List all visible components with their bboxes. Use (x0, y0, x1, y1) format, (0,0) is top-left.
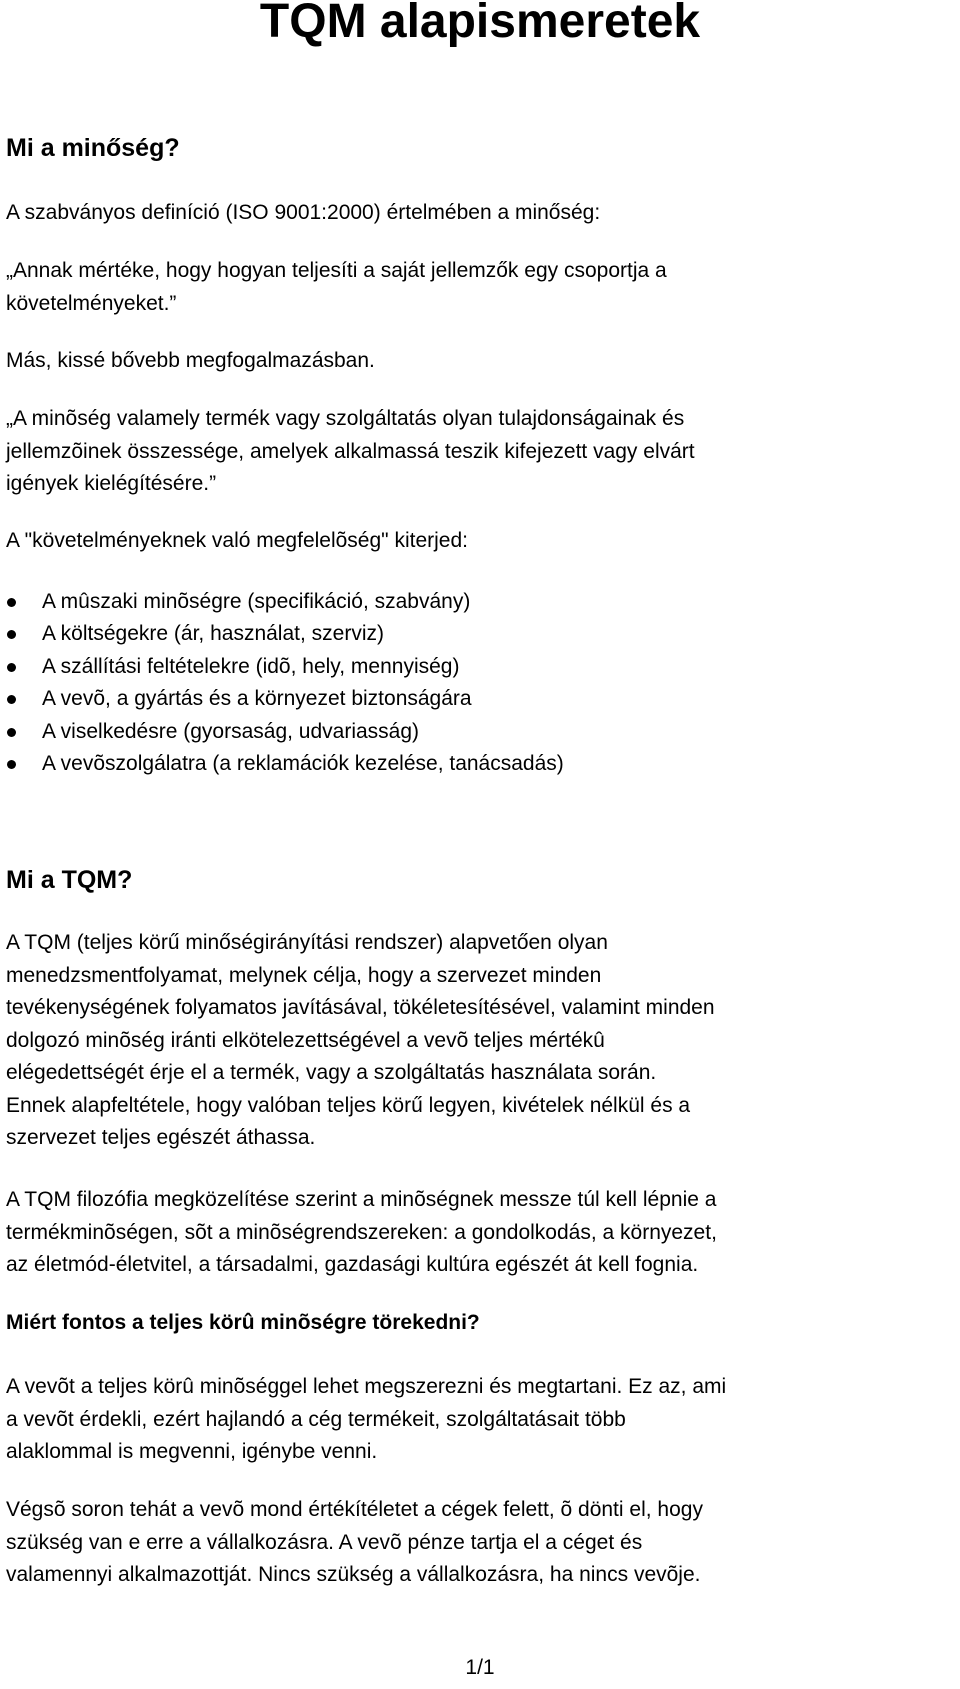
list-item: A viselkedésre (gyorsaság, udvariasság) (6, 716, 952, 748)
page-number: 1/1 (465, 1656, 495, 1679)
bullet-icon (7, 728, 16, 737)
bullet-icon (7, 630, 16, 639)
customer-paragraph (6, 1371, 952, 1469)
paragraph-line: valamennyi alkalmazottját. Nincs szükség a vállalkozásra, ha nincs vevõje. (6, 1563, 701, 1586)
paragraph-line: elégedettségét érje el a termék, vagy a szolgáltatás használata során. (6, 1061, 657, 1084)
paragraph-line: alaklommal is megvenni, igénybe venni. (6, 1440, 378, 1463)
quote-line: igények kielégítésére.” (6, 472, 217, 495)
paragraph-line: Végsõ soron tehát a vevõ mond értékítéletet a cégek felett, õ dönti el, hogy (6, 1498, 703, 1521)
paragraph-line: termékminõségen, sõt a minõségrendszereken: a gondolkodás, a környezet, (6, 1220, 717, 1244)
quote-line: jellemzõinek összessége, amelyek alkalmassá teszik kifejezett vagy elvárt (6, 439, 695, 463)
bullet-icon (7, 663, 16, 672)
list-item: A szállítási feltételekre (idõ, hely, mennyiség) (6, 651, 952, 683)
bullet-icon (7, 760, 16, 769)
paragraph-line: A TQM (teljes körű minőségirányítási rendszer) alapvetően olyan (6, 931, 608, 954)
tqm-philosophy-paragraph (6, 1184, 952, 1282)
compliance-intro: A "követelményeknek való megfelelõség" kiterjed: (6, 529, 468, 552)
definition-intro: A szabványos definíció (ISO 9001:2000) értelmében a minőség: (6, 201, 601, 224)
paragraph-line: menedzsmentfolyamat, melynek célja, hogy a szervezet minden (6, 963, 602, 987)
quote-line: „A minõség valamely termék vagy szolgáltatás olyan tulajdonságainak és (6, 407, 685, 430)
paragraph-line: szervezet teljes egészét áthassa. (6, 1126, 316, 1149)
quote-line: „Annak mértéke, hogy hogyan teljesíti a saját jellemzők egy csoportja a (6, 259, 667, 282)
conclusion-paragraph (6, 1494, 952, 1592)
compliance-list (6, 586, 952, 780)
bullet-icon (7, 598, 16, 607)
paragraph-line: tevékenységének folyamatos javításával, tökéletesítésével, valamint minden (6, 996, 715, 1019)
page-title: TQM alapismeretek (259, 0, 701, 48)
tqm-definition-paragraph (6, 927, 952, 1155)
paragraph-line: a vevõt érdekli, ezért hajlandó a cég termékeit, szolgáltatásait több (6, 1407, 626, 1431)
quote-extended-definition (6, 403, 952, 501)
quote-iso-definition (6, 255, 952, 320)
heading-what-is-tqm: Mi a TQM? (6, 866, 133, 894)
paragraph-line: Ennek alapfeltétele, hogy valóban teljes körű legyen, kivételek nélkül és a (6, 1093, 691, 1117)
paragraph-line: A vevõt a teljes körû minõséggel lehet megszerezni és megtartani. Ez az, ami (6, 1375, 727, 1398)
paragraph-line: dolgozó minõség iránti elkötelezettségével a vevõ teljes mértékû (6, 1028, 605, 1052)
quote-line: követelményeket.” (6, 291, 177, 315)
heading-why-important: Miért fontos a teljes körû minõségre törekedni? (6, 1311, 480, 1334)
alt-definition-intro: Más, kissé bővebb megfogalmazásban. (6, 349, 375, 372)
list-item: A költségekre (ár, használat, szerviz) (6, 618, 952, 650)
paragraph-line: az életmód-életvitel, a társadalmi, gazdasági kultúra egészét át kell fognia. (6, 1253, 699, 1276)
heading-what-is-quality: Mi a minőség? (6, 134, 180, 162)
list-item: A vevõ, a gyártás és a környezet biztonságára (6, 683, 952, 715)
bullet-icon (7, 695, 16, 704)
paragraph-line: szükség van e erre a vállalkozásra. A vevõ pénze tartja el a céget és (6, 1530, 643, 1554)
list-item: A mûszaki minõségre (specifikáció, szabvány) (6, 586, 952, 618)
list-item: A vevõszolgálatra (a reklamációk kezelése, tanácsadás) (6, 748, 952, 780)
paragraph-line: A TQM filozófia megközelítése szerint a minõségnek messze túl kell lépnie a (6, 1188, 717, 1211)
